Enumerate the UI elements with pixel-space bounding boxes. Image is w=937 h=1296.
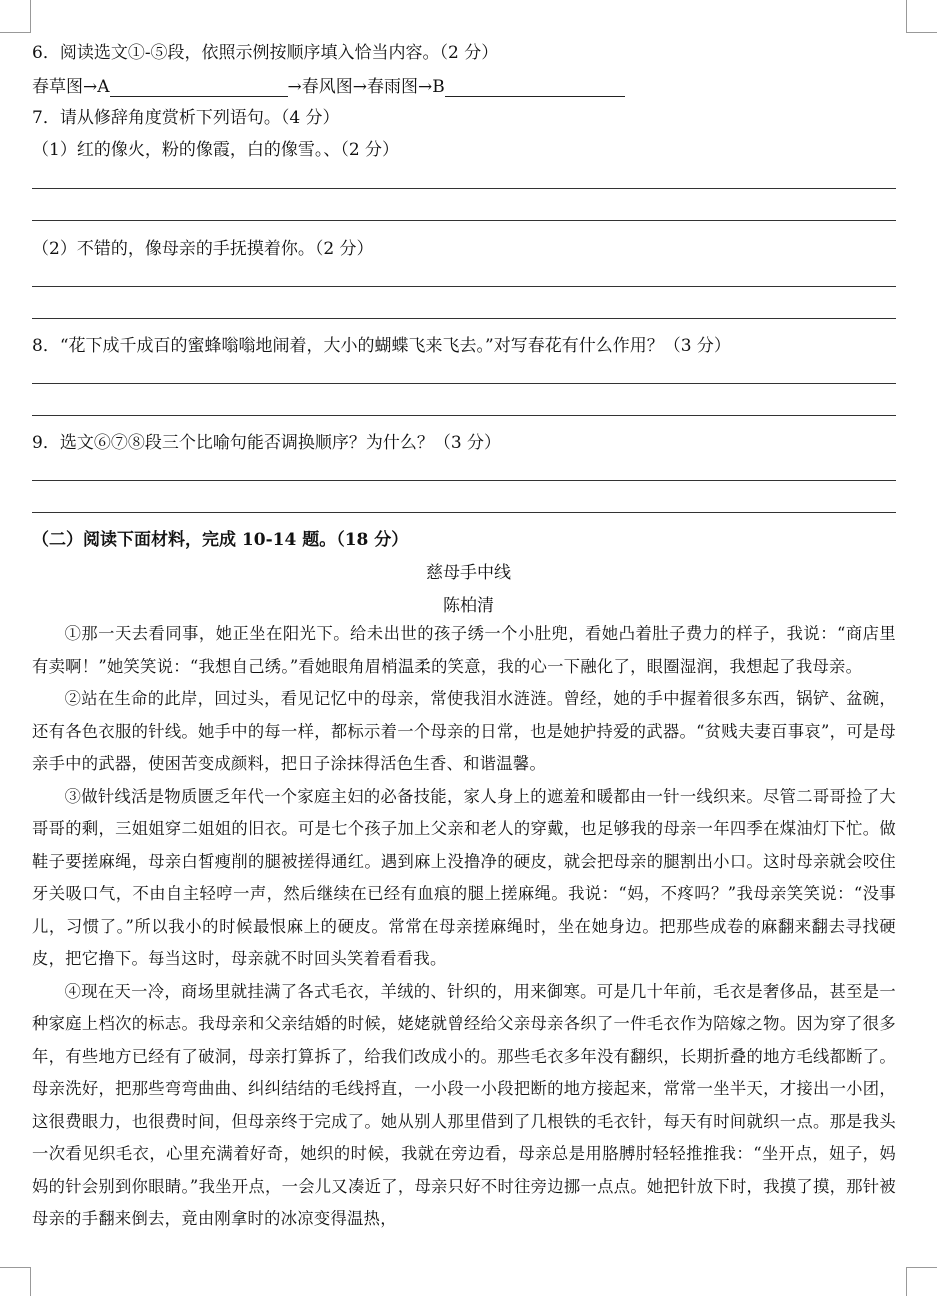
answer-blank-a[interactable]: [110, 79, 288, 97]
paragraph-3: ③做针线活是物质匮乏年代一个家庭主妇的必备技能，家人身上的遮羞和暖都由一针一线织来。尽管二哥哥捡了大哥哥的剩，三姐姐穿二姐姐的旧衣。可是七个孩子加上父亲和老人的穿戴，也足够我的母亲一年四季在煤油灯下忙。做鞋子要搓麻绳，母亲白皙瘦削的腿被搓得通红。遇到麻上没撸净的硬皮，就会把母亲的腿割出小口。这时母亲就会咬住牙关吸口气，不由自主轻哼一声，然后继续在已经有血痕的腿上搓麻绳。我说：“妈，不疼吗？”我母亲笑笑说：“没事儿，习惯了。”所以我小的时候最恨麻上的硬皮。常常在母亲搓麻绳时，坐在她身边。把那些成卷的麻翻来翻去寻找硬皮，把它撸下。每当这时，母亲就不时回头笑着看看我。: [32, 786, 896, 968]
answer-line[interactable]: [32, 188, 896, 189]
crop-mark-bottom-left: [0, 1267, 31, 1296]
article-body: [32, 618, 896, 1236]
answer-blank-b[interactable]: [445, 79, 625, 97]
answer-line[interactable]: [32, 415, 896, 416]
answer-line[interactable]: [32, 318, 896, 319]
article-title: 慈母手中线: [426, 563, 511, 583]
crop-mark-top-right: [906, 0, 937, 33]
answer-mid: →春风图→春雨图→B: [287, 77, 445, 97]
paragraph-1: ①那一天去看同事，她正坐在阳光下。给未出世的孩子绣一个小肚兜，看她凸着肚子费力的样子，我说：“商店里有卖啊！”她笑笑说：“我想自己绣。”看她眼角眉梢温柔的笑意，我的心一下融化了，眼圈湿润，我想起了我母亲。: [32, 624, 896, 676]
answer-line[interactable]: [32, 286, 896, 287]
question-7-sub-2: （2）不错的，像母亲的手抚摸着你。（2 分）: [32, 239, 374, 259]
paragraph-2: ②站在生命的此岸，回过头，看见记忆中的母亲，常使我泪水涟涟。曾经，她的手中握着很多东西，锅铲、盆碗，还有各色衣服的针线。她手中的每一样，都标示着一个母亲的日常，也是她护持爱的武器。“贫贱夫妻百事哀”，可是母亲手中的武器，使困苦变成颜料，把日子涂抹得活色生香、和谐温馨。: [32, 689, 896, 773]
section-heading: （二）阅读下面材料，完成 10-14 题。（18 分）: [32, 530, 409, 550]
answer-line[interactable]: [32, 480, 896, 481]
crop-mark-bottom-right: [906, 1267, 937, 1296]
paragraph-4: ④现在天一冷，商场里就挂满了各式毛衣，羊绒的、针织的，用来御寒。可是几十年前，毛衣是奢侈品，甚至是一种家庭上档次的标志。我母亲和父亲结婚的时候，姥姥就曾经给父亲母亲各织了一件毛衣作为陪嫁之物。因为穿了很多年，有些地方已经有了破洞，母亲打算拆了，给我们改成小的。那些毛衣多年没有翻织，长期折叠的地方毛线都断了。母亲洗好，把那些弯弯曲曲、纠纠结结的毛线捋直，一小段一小段把断的地方接起来，常常一坐半天，才接出一小团，这很费眼力，也很费时间，但母亲终于完成了。她从别人那里借到了几根铁的毛衣针，每天有时间就织一点。那是我头一次看见织毛衣，心里充满着好奇，她织的时候，我就在旁边看，母亲总是用胳膊肘轻轻推推我：“坐开点，妞子，妈妈的针会别到你眼睛。”我坐开点，一会儿又凑近了，母亲只好不时往旁边挪一点点。她把针放下时，我摸了摸，那针被母亲的手翻来倒去，竟由刚拿时的冰凉变得温热，: [32, 981, 896, 1228]
question-8: 8．“花下成千成百的蜜蜂嗡嗡地闹着，大小的蝴蝶飞来飞去。”对写春花有什么作用？（3 分）: [32, 336, 731, 356]
article-author: 陈柏清: [443, 596, 494, 616]
answer-line[interactable]: [32, 383, 896, 384]
question-9: 9．选文⑥⑦⑧段三个比喻句能否调换顺序？为什么？（3 分）: [32, 433, 502, 453]
answer-line[interactable]: [32, 220, 896, 221]
answer-line[interactable]: [32, 512, 896, 513]
crop-mark-top-left: [0, 0, 31, 33]
question-7: 7．请从修辞角度赏析下列语句。（4 分）: [32, 108, 340, 128]
answer-prefix: 春草图→A: [32, 77, 110, 97]
question-7-sub-1: （1）红的像火，粉的像霞，白的像雪。、（2 分）: [32, 140, 400, 160]
question-6-answer: [32, 72, 625, 97]
question-6: 6．阅读选文①-⑤段，依照示例按顺序填入恰当内容。（2 分）: [32, 43, 499, 63]
